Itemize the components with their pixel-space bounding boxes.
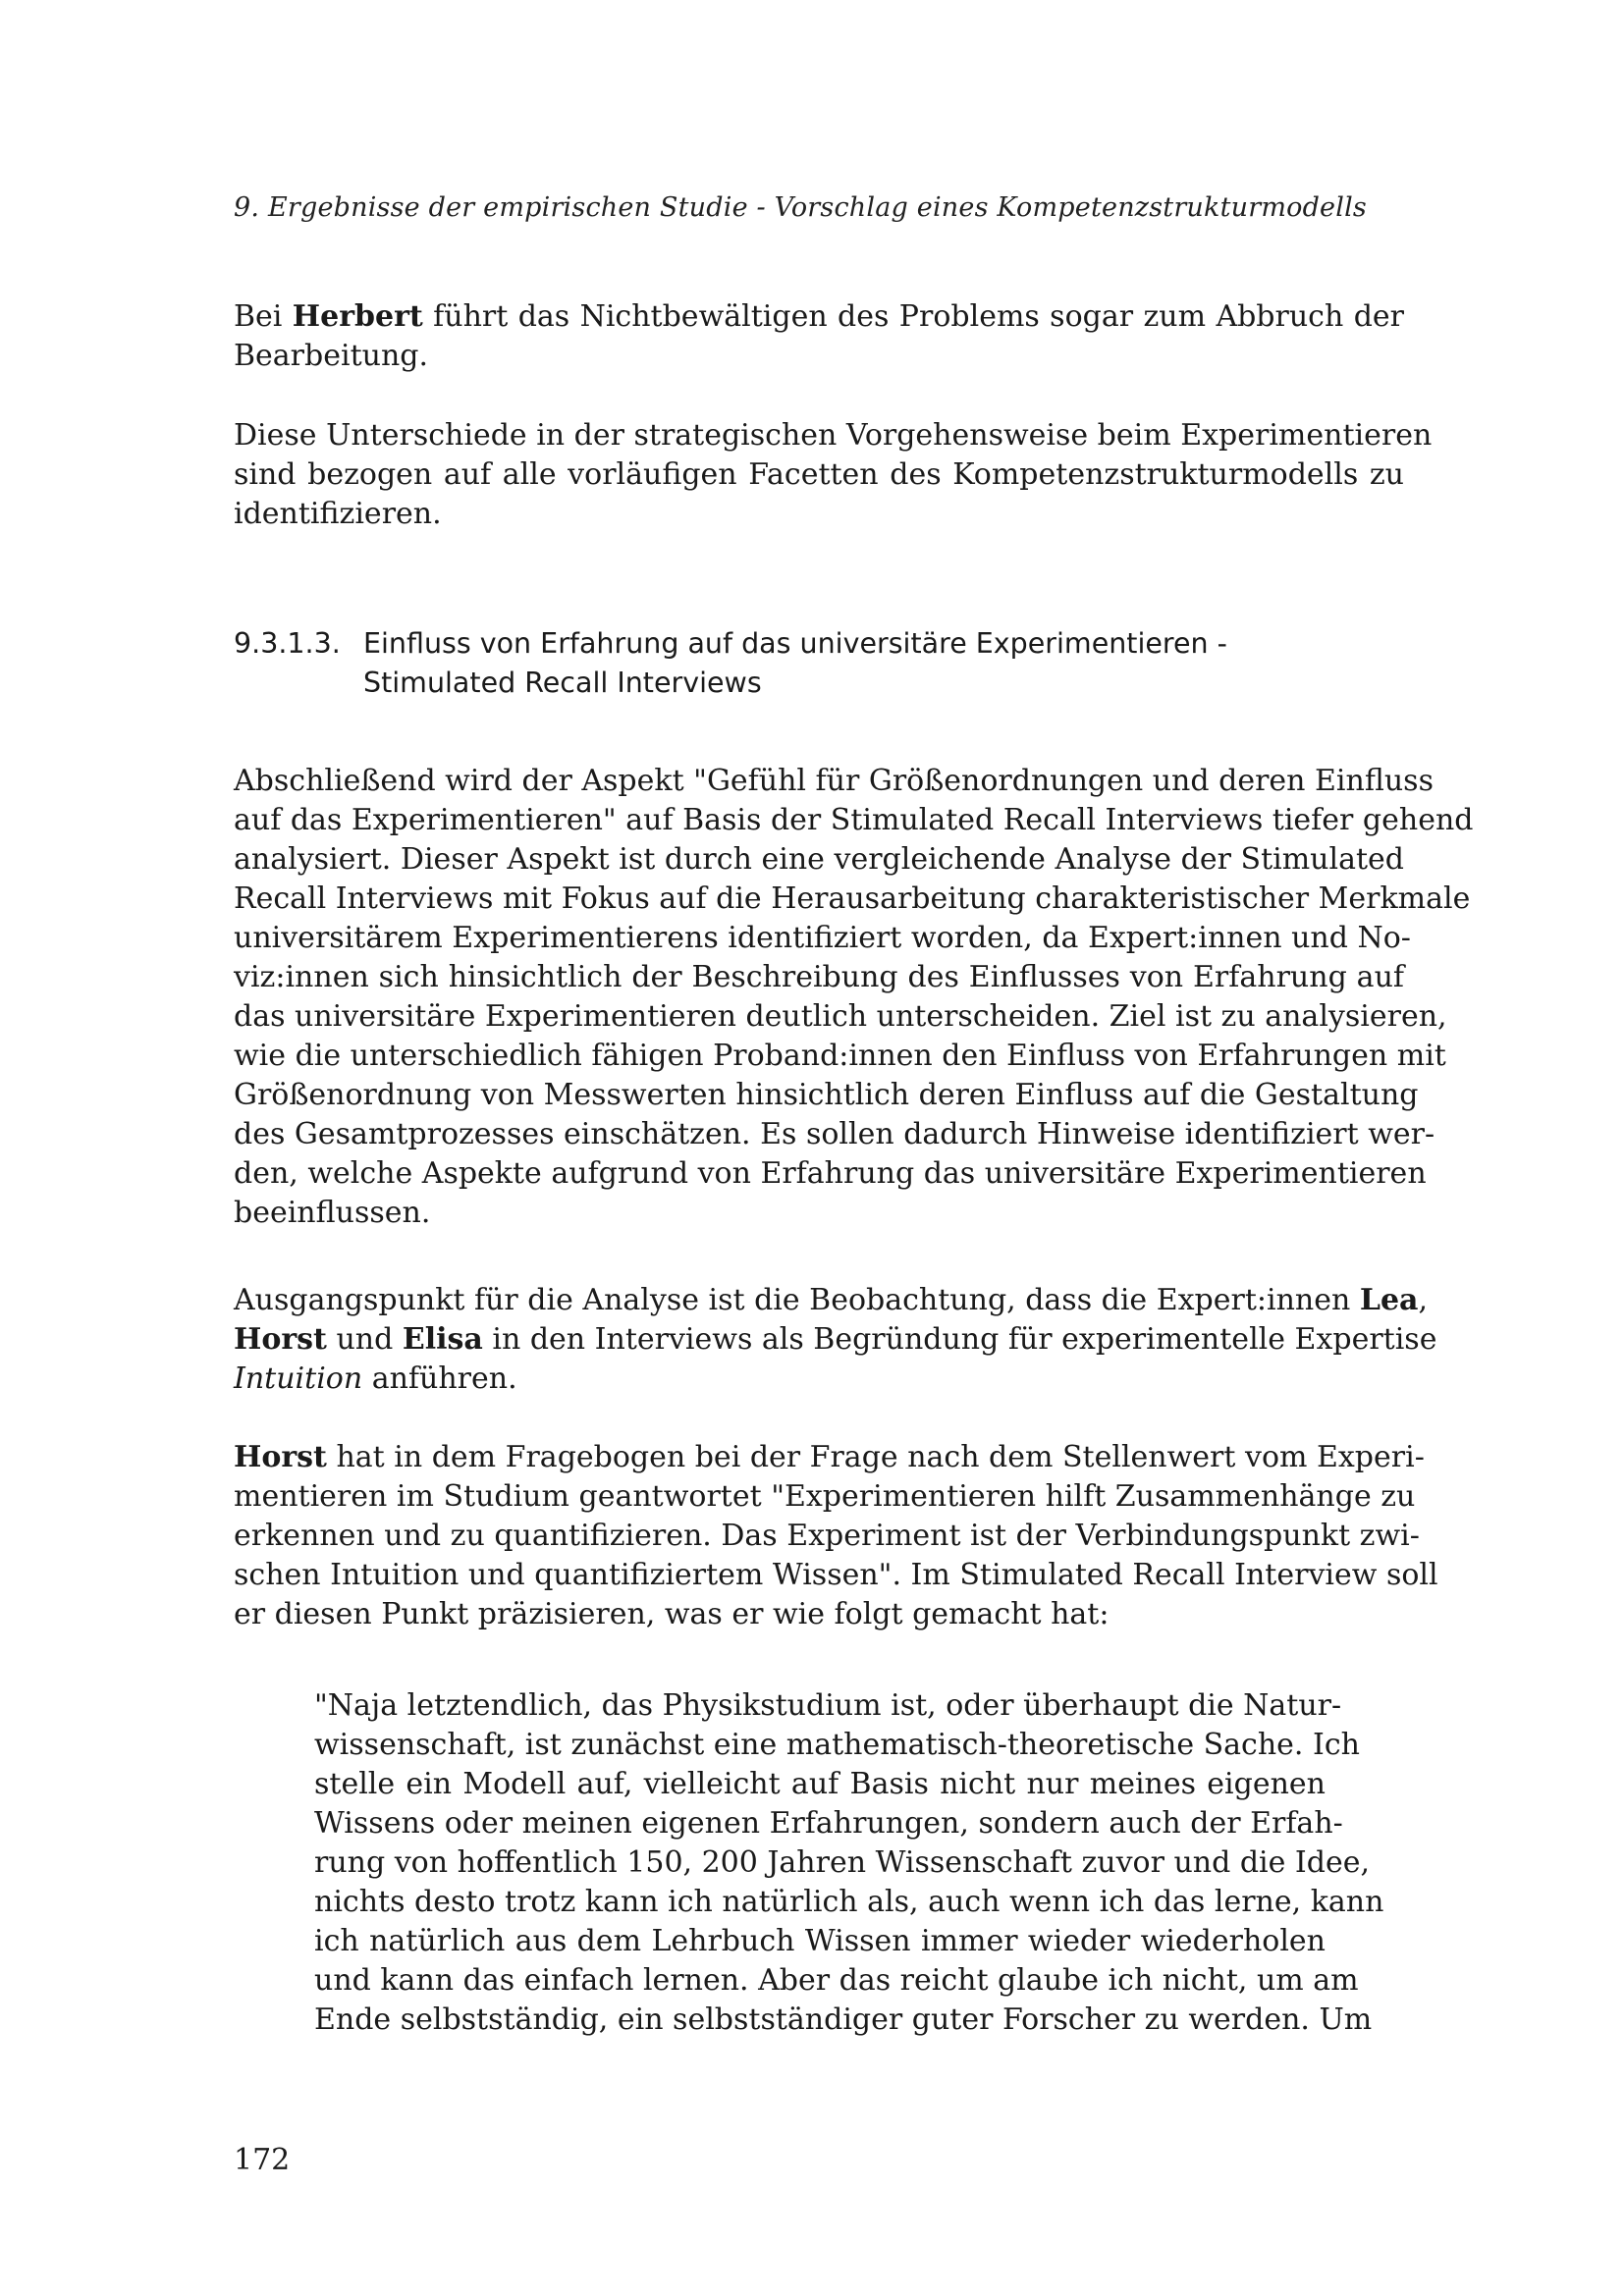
block-quote [314,1686,1384,2040]
name-elisa: Elisa [402,1322,483,1357]
text-line: das universitäre Experimentieren deutlich unterscheiden. Ziel ist zu analysieren, [234,999,1447,1034]
name-horst: Horst [234,1440,327,1474]
quote-line: Ende selbstständig, ein selbstständiger guter Forscher zu werden. Um [314,2002,1373,2037]
text-line: schen Intuition und quantifiziertem Wissen". Im Stimulated Recall Interview soll [234,1558,1438,1592]
section-title-line-1: Einfluss von Erfahrung auf das universitäre Experimentieren - [363,627,1227,660]
quote-line: nichts desto trotz kann ich natürlich als, auch wenn ich das lerne, kann [314,1885,1384,1919]
text-line: Horst und Elisa in den Interviews als Begründung für experimentelle Expertise [234,1322,1437,1357]
text-line: mentieren im Studium geantwortet "Experimentieren hilft Zusammenhänge zu [234,1479,1416,1514]
quote-line: ich natürlich aus dem Lehrbuch Wissen immer wieder wiederholen [314,1924,1326,1958]
text-line: auf das Experimentieren" auf Basis der Stimulated Recall Interviews tiefer gehend [234,803,1474,837]
text-line: Intuition anführen. [234,1362,517,1396]
quote-line: "Naja letztendlich, das Physikstudium ist, oder überhaupt die Natur- [314,1688,1342,1723]
text-line: analysiert. Dieser Aspekt ist durch eine vergleichende Analyse der Stimulated [234,842,1404,877]
running-header: 9. Ergebnisse der empirischen Studie - Vorschlag eines Kompetenzstrukturmodells [234,192,1367,223]
text-line: er diesen Punkt präzisieren, was er wie folgt gemacht hat: [234,1597,1110,1631]
text-line: viz:innen sich hinsichtlich der Beschreibung des Einflusses von Erfahrung auf [234,960,1404,994]
quote-line: stelle ein Modell auf, vielleicht auf Basis nicht nur meines eigenen [314,1767,1326,1801]
name-horst: Horst [234,1322,327,1357]
text-line: Diese Unterschiede in der strategischen Vorgehensweise beim Experimentieren [234,418,1433,453]
text-line: Bei Herbert führt das Nichtbewältigen des Problems sogar zum Abbruch der [234,299,1404,334]
paragraph-horst [234,1438,1438,1634]
text-line: identifizieren. [234,497,442,531]
quote-line: Wissens oder meinen eigenen Erfahrungen, sondern auch der Erfah- [314,1806,1343,1841]
quote-line: rung von hoffentlich 150, 200 Jahren Wissenschaft zuvor und die Idee, [314,1845,1371,1880]
term-intuition: Intuition [234,1362,363,1396]
quote-line: wissenschaft, ist zunächst eine mathematisch-theoretische Sache. Ich [314,1728,1360,1762]
text-line: wie die unterschiedlich fähigen Proband:innen den Einfluss von Erfahrungen mit [234,1039,1446,1073]
paragraph-unterschiede [234,416,1433,534]
text-line: beeinflussen. [234,1196,431,1230]
name-lea: Lea [1359,1283,1419,1317]
paragraph-abschliessend [234,762,1474,1233]
text-line: universitärem Experimentierens identifiziert worden, da Expert:innen und No- [234,921,1411,955]
text-line: sind bezogen auf alle vorläufigen Facetten des Kompetenzstrukturmodells zu [234,457,1404,492]
paragraph-herbert [234,297,1404,376]
text-line: erkennen und zu quantifizieren. Das Experiment ist der Verbindungspunkt zwi- [234,1519,1420,1553]
text-line: den, welche Aspekte aufgrund von Erfahrung das universitäre Experimentieren [234,1156,1427,1191]
text-line: Abschließend wird der Aspekt "Gefühl für Größenordnungen und deren Einfluss [234,764,1434,798]
text-line: Ausgangspunkt für die Analyse ist die Beobachtung, dass die Expert:innen Lea, [234,1283,1429,1317]
section-number: 9.3.1.3. [234,627,341,660]
quote-line: und kann das einfach lernen. Aber das reicht glaube ich nicht, um am [314,1963,1359,1998]
text-line: Größenordnung von Messwerten hinsichtlich deren Einfluss auf die Gestaltung [234,1078,1419,1112]
text-line: des Gesamtprozesses einschätzen. Es sollen dadurch Hinweise identifiziert wer- [234,1117,1435,1151]
paragraph-ausgangspunkt [234,1281,1437,1399]
name-herbert: Herbert [292,299,423,334]
text-line: Horst hat in dem Fragebogen bei der Frage nach dem Stellenwert vom Experi- [234,1440,1425,1474]
page-number: 172 [234,2143,291,2177]
section-title-line-2: Stimulated Recall Interviews [363,667,762,699]
text-line: Recall Interviews mit Fokus auf die Herausarbeitung charakteristischer Merkmale [234,881,1471,916]
text-line: Bearbeitung. [234,339,429,373]
